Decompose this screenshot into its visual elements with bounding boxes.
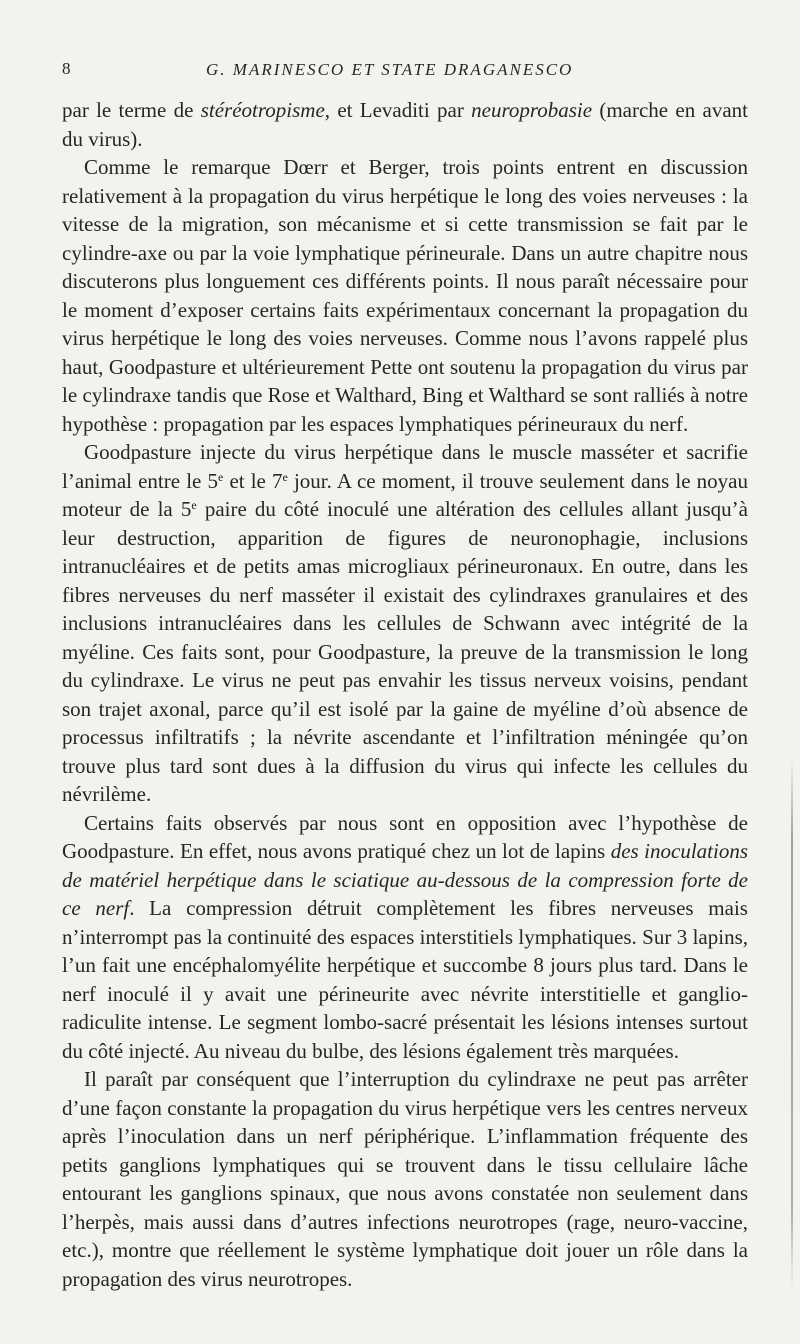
paragraph-5	[62, 1065, 748, 1293]
text-run: paire du côté inoculé une altération des cellules allant jusqu’à leur destruction, apparition de figures de neuronophagie, inclusions intranucléaires et de petits amas microgliaux périneuronaux. En outre, dans les fibres nerveuses du nerf masséter il existait des cylindraxes granulaires et des inclusions intranucléaires dans les cellules de Schwann avec intégrité de la myéline. Ces faits sont, pour Goodpasture, la preuve de la transmission le long du cylindraxe. Le virus ne peut pas envahir les tissus nerveux voisins, pendant son trajet axonal, parce qu’il est isolé par la gaine de myéline d’où absence de processus infiltratifs ; la névrite ascendante et l’infiltration méningée qu’on trouve plus tard sont dues à la diffusion du virus qui infecte les cellules du névrilème.	[62, 497, 748, 806]
superscript-text: e	[217, 469, 224, 484]
text-run: Il paraît par conséquent que l’interruption du cylindraxe ne peut pas arrêter d’une façon constante la propagation du virus herpétique vers les centres nerveux après l’inoculation dans un nerf périphérique. L’inflammation fréquente des petits ganglions lymphatiques qui se trouvent dans le tissu cellulaire lâche entourant les ganglions spinaux, que nous avons constatée non seulement dans l’herpès, mais aussi dans d’autres infections neurotropes (rage, neuro-vaccine, etc.), montre que réellement le système lymphatique doit jouer un rôle dans la propagation des virus neurotropes.	[62, 1067, 748, 1291]
text-run: et le 7	[223, 468, 283, 493]
superscript-text: e	[191, 498, 197, 512]
text-run: Goodpasture injecte du virus herpétique dans le muscle masséter et sacrifie l’animal entre le 5	[62, 440, 748, 493]
paragraph-2	[62, 153, 748, 438]
page-number: 8	[62, 59, 71, 78]
page-header	[62, 50, 748, 84]
superscript-text: e	[282, 469, 288, 484]
text-run: . La compression détruit complètement les fibres nerveuses mais n’interrompt pas la continuité des espaces interstitiels lymphatiques. Sur 3 lapins, l’un fait une encéphalomyélite herpétique et succombe 8 jours plus tard. Dans le nerf inoculé il y avait une périneurite avec névrite interstitielle et ganglio-radiculite intense. Le segment lombo-sacré présentait les lésions intenses surtout du côté injecté. Au niveau du bulbe, des lésions également très marquées.	[62, 896, 748, 1063]
text-run: (marche en avant du virus).	[62, 98, 748, 151]
paragraph-3	[62, 438, 748, 809]
text-run: , et Levaditi par	[324, 98, 472, 122]
text-run: jour. A ce moment, il trouve seulement dans le noyau moteur de la 5	[62, 468, 748, 521]
text-run: Certains faits observés par nous sont en opposition avec l’hypothèse de Goodpasture. En effet, nous avons pratiqué chez un lot de lapins	[62, 810, 748, 863]
running-head: G. MARINESCO ET STATE DRAGANESCO	[206, 60, 574, 79]
italic-text-run: neuroprobasie	[471, 98, 593, 122]
paragraph-1	[62, 96, 748, 153]
paragraph-4	[62, 809, 748, 1066]
text-run: Comme le remarque Dœrr et Berger, trois points entrent en discussion relativement à la propagation du virus herpétique le long des voies nerveuses : la vitesse de la migration, son mécanisme et si cette transmission se fait par le cylindre-axe ou par la voie lymphatique périneurale. Dans un autre chapitre nous discuterons plus longuement ces différents points. Il nous paraît nécessaire pour le moment d’exposer certains faits expérimentaux concernant la propagation du virus herpétique le long des voies nerveuses. Comme nous l’avons rappelé plus haut, Goodpasture et ultérieurement Pette ont soutenu la propagation du virus par le cylindraxe tandis que Rose et Walthard, Bing et Walthard se sont ralliés à notre hypothèse : propagation par les espaces lymphatiques périneuraux du nerf.	[62, 155, 748, 436]
italic-text-run: des inoculations de matériel herpétique dans le sciatique au-dessous de la compression forte de ce nerf	[62, 839, 748, 920]
body-text	[62, 96, 748, 1293]
italic-text-run: stéréotropisme	[200, 98, 325, 122]
text-run: par le terme de	[62, 98, 201, 122]
